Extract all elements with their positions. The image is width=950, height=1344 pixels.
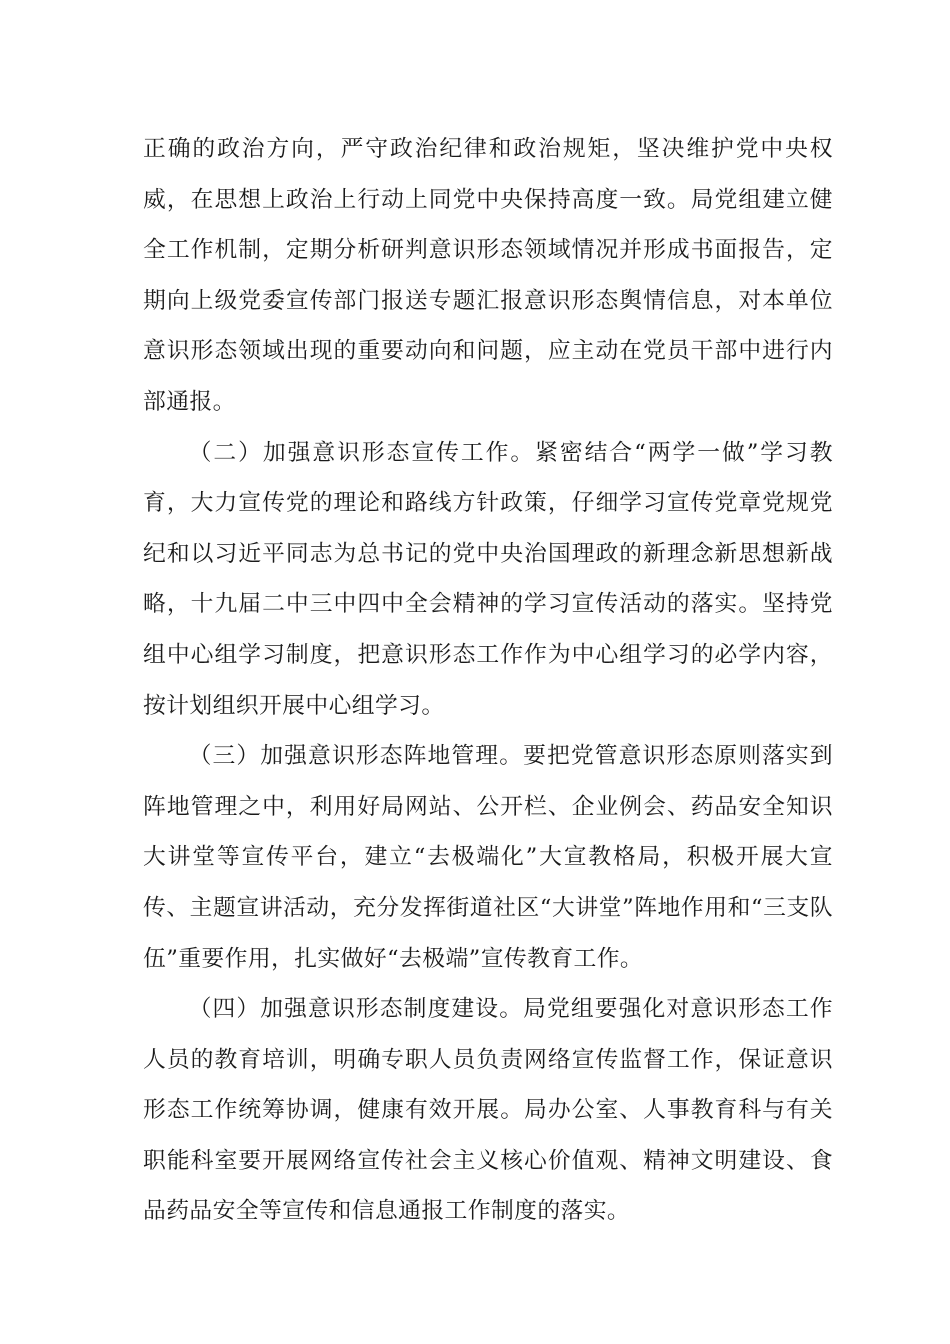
document-body [143, 124, 833, 1237]
paragraph-section-4: （四）加强意识形态制度建设。局党组要强化对意识形态工作人员的教育培训，明确专职人员负责网络宣传监督工作，保证意识形态工作统筹协调，健康有效开展。局办公室、人事教育科与有关职能科室要开展网络宣传社会主义核心价值观、精神文明建设、食品药品安全等宣传和信息通报工作制度的落实。 [143, 996, 833, 1225]
paragraph-section-3: （三）加强意识形态阵地管理。要把党管意识形态原则落实到阵地管理之中，利用好局网站、公开栏、企业例会、药品安全知识大讲堂等宣传平台，建立“去极端化”大宣教格局，积极开展大宣传、主题宣讲活动，充分发挥街道社区“大讲堂”阵地作用和“三支队伍”重要作用，扎实做好“去极端”宣传教育工作。 [143, 743, 833, 972]
paragraph-continuation: 正确的政治方向，严守政治纪律和政治规矩，坚决维护党中央权威，在思想上政治上行动上同党中央保持高度一致。局党组建立健全工作机制，定期分析研判意识形态领域情况并形成书面报告，定期向上级党委宣传部门报送专题汇报意识形态舆情信息，对本单位意识形态领域出现的重要动向和问题，应主动在党员干部中进行内部通报。 [143, 136, 833, 415]
paragraph-section-2: （二）加强意识形态宣传工作。紧密结合“两学一做”学习教育，大力宣传党的理论和路线方针政策，仔细学习宣传党章党规党纪和以习近平同志为总书记的党中央治国理政的新理念新思想新战略，十九届二中三中四中全会精神的学习宣传活动的落实。坚持党组中心组学习制度，把意识形态工作作为中心组学习的必学内容，按计划组织开展中心组学习。 [143, 439, 833, 719]
